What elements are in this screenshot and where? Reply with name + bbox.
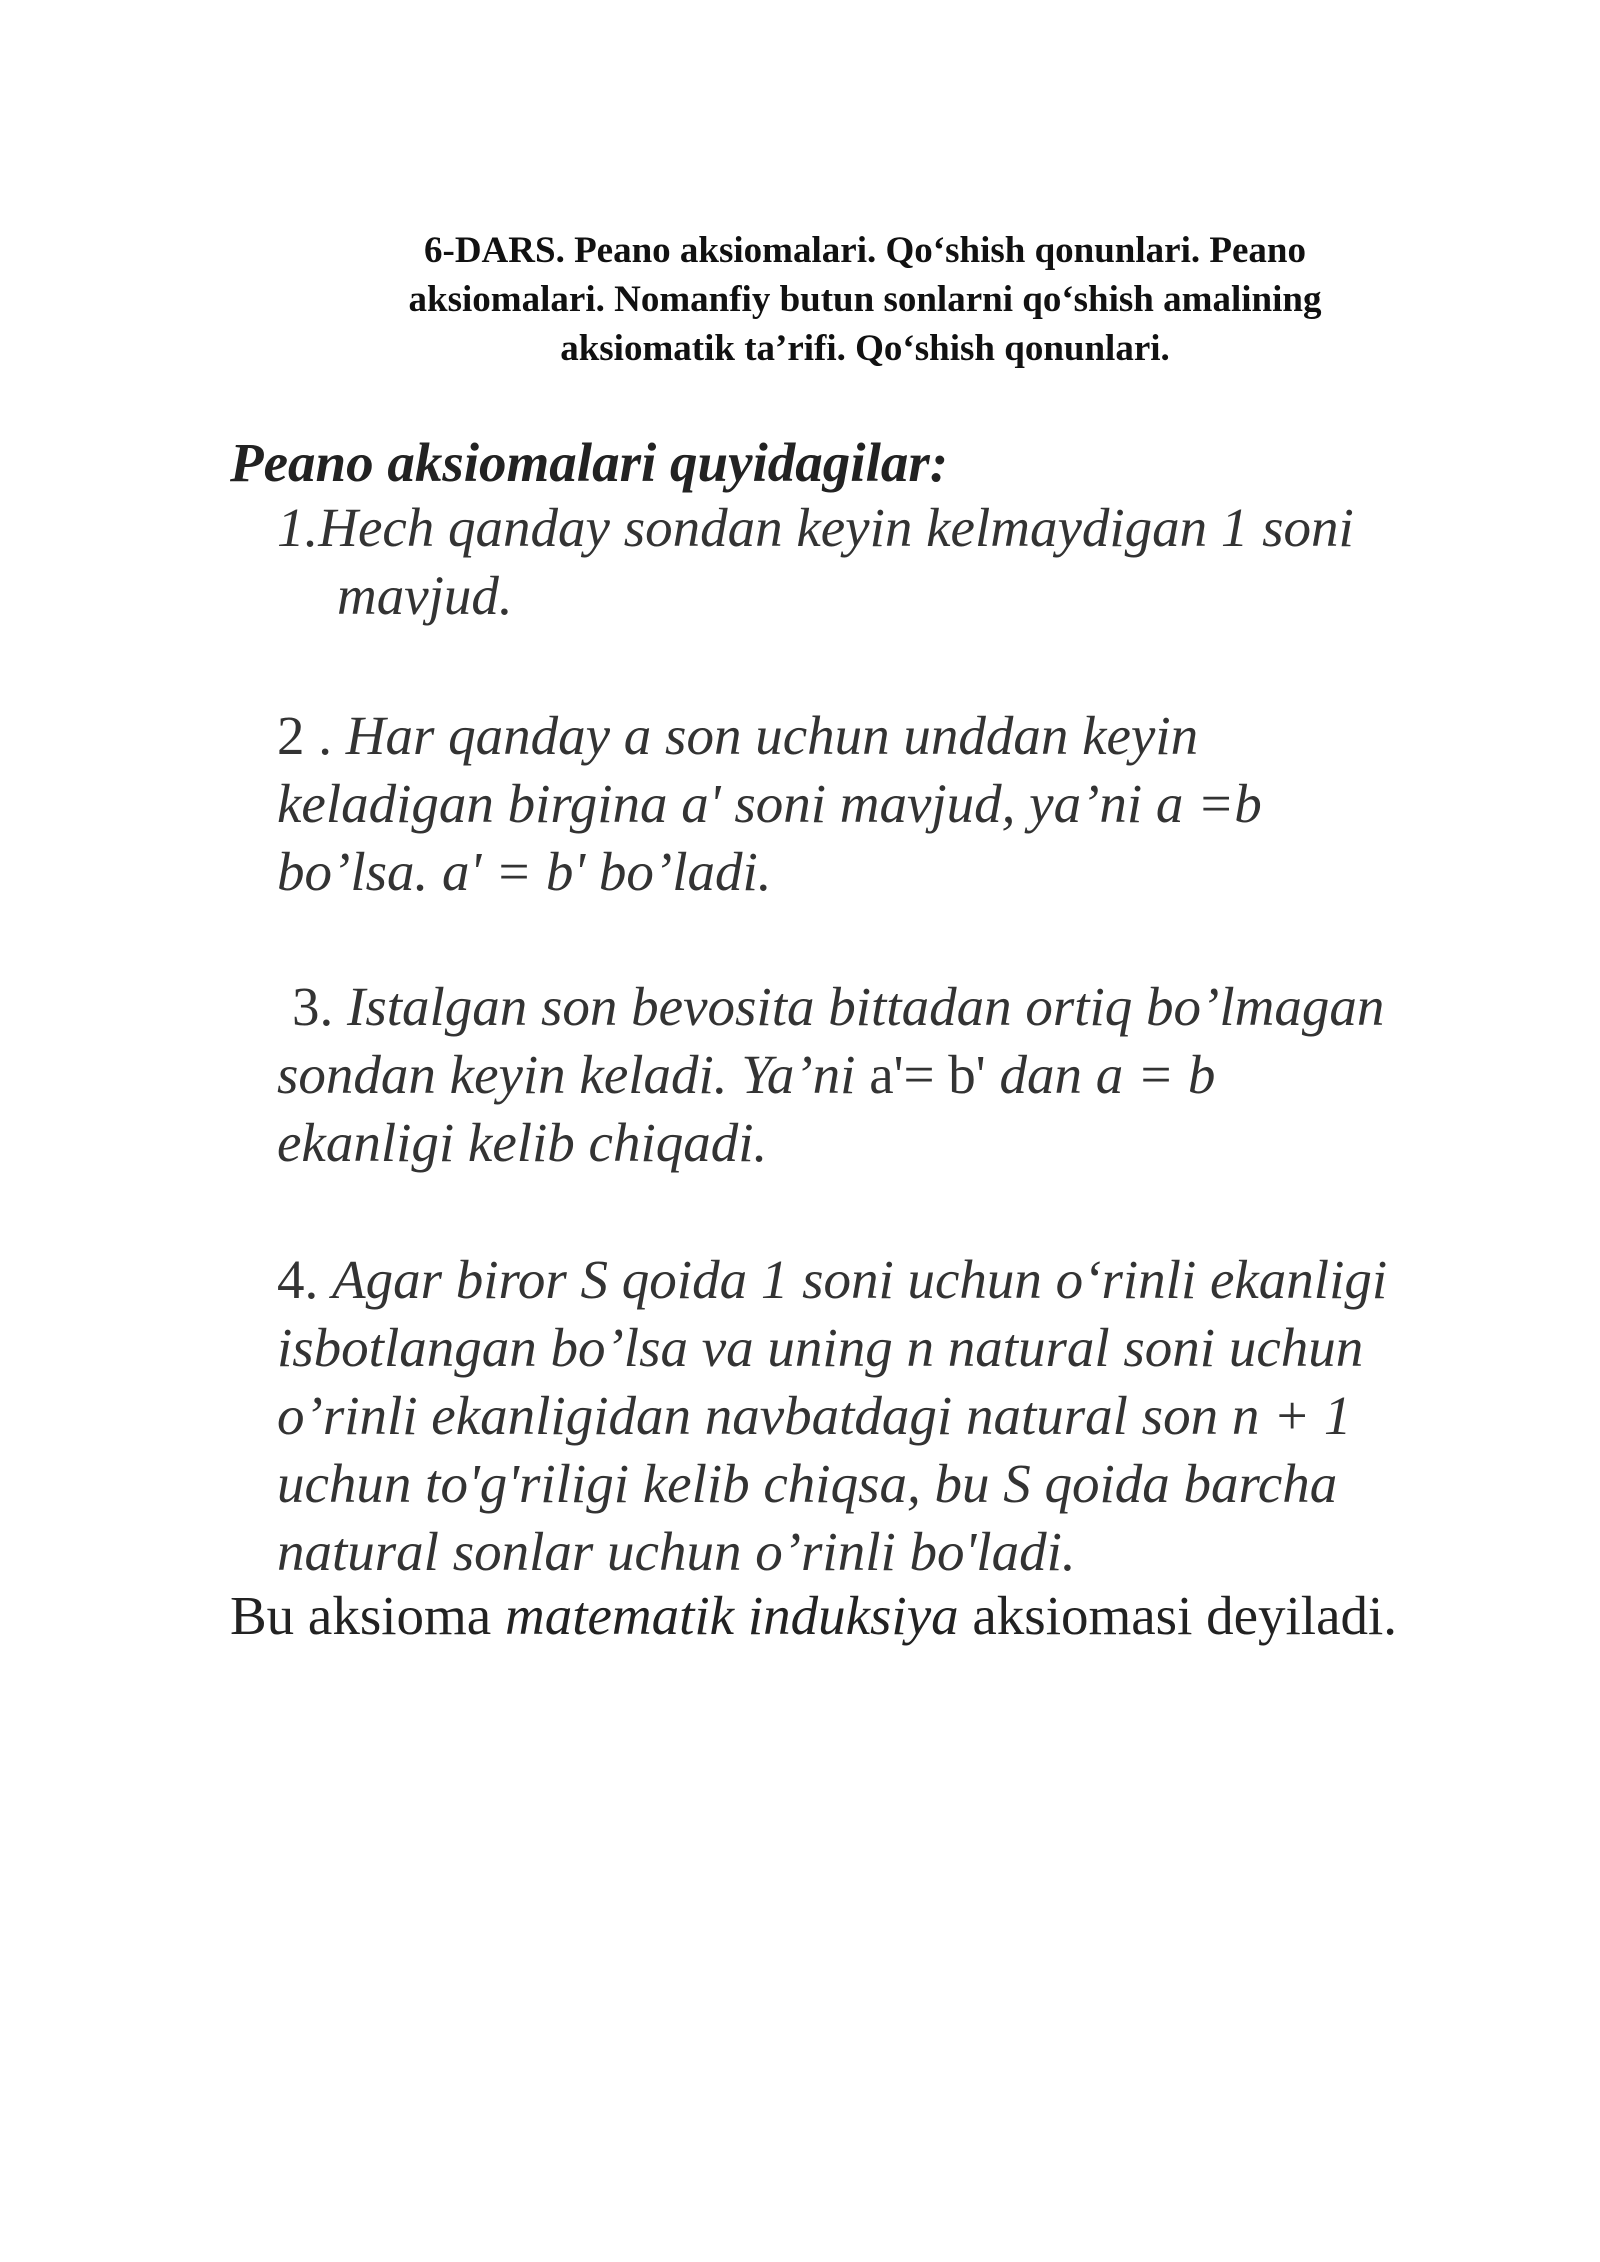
induction-conclusion — [230, 1582, 1397, 1650]
conclusion-part-1: Bu aksioma — [230, 1585, 505, 1646]
axiom-2-line-1-text: Har qanday a son uchun unddan keyin — [345, 705, 1199, 766]
axiom-4-line-4: uchun to'g'riligi kelib chiqsa, bu S qoida barcha — [277, 1453, 1338, 1514]
axiom-4-line-2: isbotlangan bo’lsa va uning n natural soni uchun — [277, 1317, 1364, 1378]
axiom-3-line-3: ekanligi kelib chiqadi. — [277, 1112, 768, 1173]
axiom-2-line-3: bo’lsa. a' = b' bo’ladi. — [277, 841, 772, 902]
axiom-3-line-1-text: Istalgan son bevosita bittadan ortiq bo’lmagan — [347, 976, 1385, 1037]
axiom-2-line-1 — [277, 702, 1262, 770]
axiom-1-line-1: 1.Hech qanday sondan keyin kelmaydigan 1 soni — [277, 497, 1354, 558]
conclusion-term: matematik induksiya — [504, 1585, 959, 1646]
axiom-4-line-1-text: Agar biror S qoida 1 soni uchun o‘rinli ekanligi — [332, 1249, 1388, 1310]
axiom-3-line-2-d: dan a = b — [999, 1044, 1216, 1105]
axiom-2 — [277, 702, 1262, 906]
axiom-4-line-5: natural sonlar uchun o’rinli bo'ladi. — [277, 1521, 1076, 1582]
axiom-2-number: 2 . — [277, 705, 346, 766]
axiom-4-line-3: o’rinli ekanligidan navbatdagi natural son n + 1 — [277, 1385, 1352, 1446]
axiom-4 — [277, 1246, 1387, 1586]
lesson-title-line-3: aksiomatik ta’rifi. Qo‘shish qonunlari. — [560, 328, 1170, 369]
axiom-3 — [277, 973, 1384, 1177]
axiom-1 — [277, 494, 1354, 630]
axiom-2-line-2: keladigan birgina a' soni mavjud, ya’ni a =b — [277, 773, 1262, 834]
axiom-1-line-2: mavjud. — [337, 565, 513, 626]
lesson-title-line-1: 6-DARS. Peano aksiomalari. Qo‘shish qonunlari. Peano — [424, 230, 1306, 271]
conclusion-part-3: aksiomasi deyiladi. — [958, 1585, 1398, 1646]
axiom-4-line-1 — [277, 1246, 1387, 1314]
axiom-3-line-2-c: a'= b' — [869, 1044, 986, 1105]
axiom-3-number: 3. — [292, 976, 347, 1037]
axioms-intro: Peano aksiomalari quyidagilar: — [230, 432, 949, 493]
axiom-3-line-2-b: Ya’ni — [741, 1044, 856, 1105]
lesson-title — [250, 226, 1480, 373]
axiom-3-line-2-a: sondan keyin keladi. — [277, 1044, 728, 1105]
lesson-title-line-2: aksiomalari. Nomanfiy butun sonlarni qo‘shish amalining — [408, 279, 1322, 320]
axiom-3-line-1 — [277, 973, 1384, 1041]
axiom-4-number: 4. — [277, 1249, 332, 1310]
axiom-3-line-2 — [277, 1041, 1384, 1109]
